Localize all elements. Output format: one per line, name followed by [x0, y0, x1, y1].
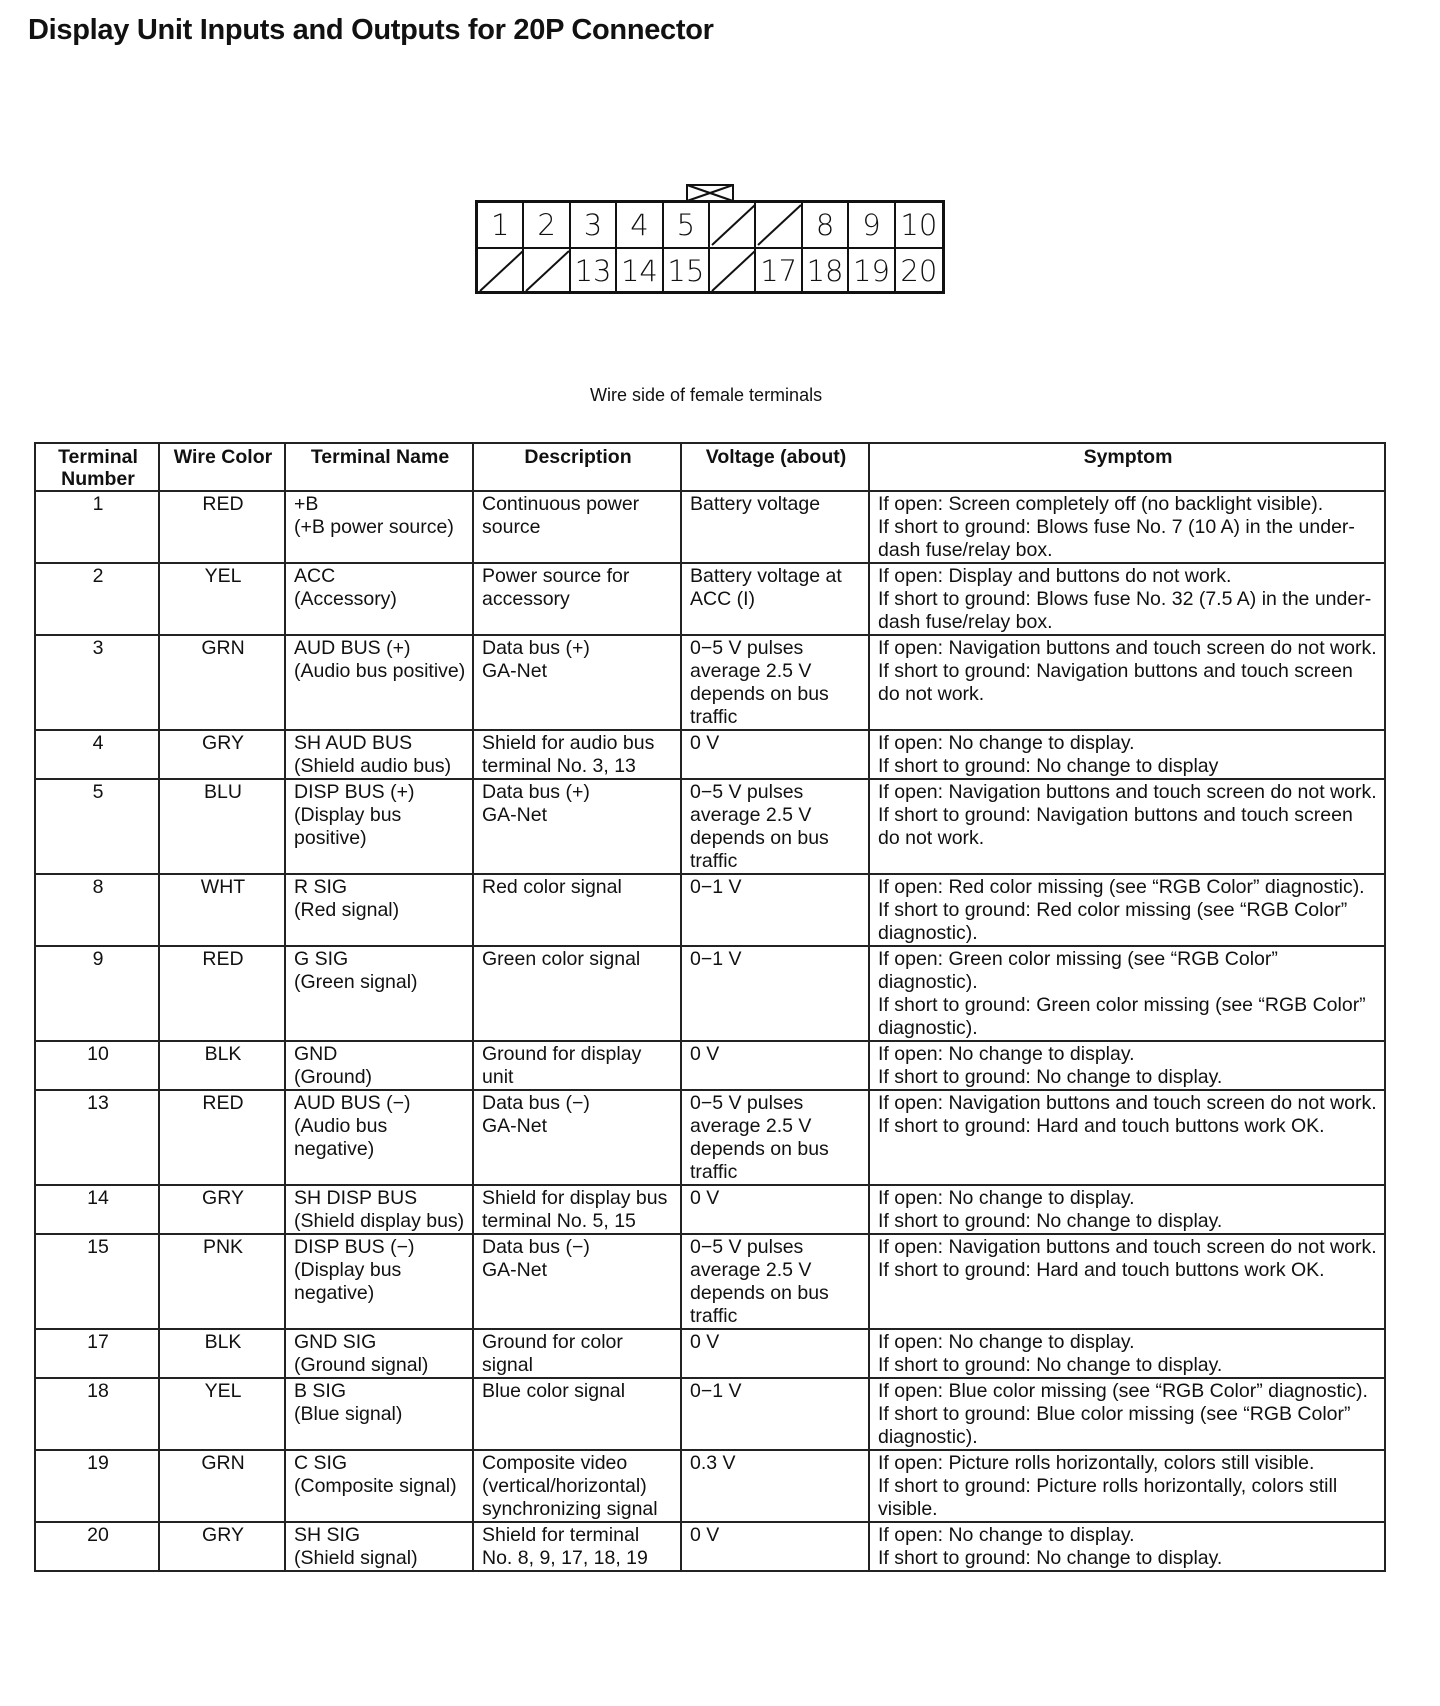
symptom-line: If short to ground: Red color missing (see “RGB Color” diagnostic).: [878, 899, 1348, 944]
symptom-line: If open: Blue color missing (see “RGB Color” diagnostic).: [878, 1380, 1368, 1402]
terminal-number-cell: 19: [35, 1450, 159, 1522]
symptom-line: If open: Navigation buttons and touch screen do not work.: [878, 1236, 1377, 1258]
wire-color-cell: GRY: [159, 1522, 285, 1571]
wire-color-cell: YEL: [159, 563, 285, 635]
symptom-cell: [869, 946, 1385, 1041]
connector-pin: 20: [900, 254, 938, 288]
symptom-line: If short to ground: No change to display.: [878, 1354, 1223, 1376]
connector-pin: 15: [664, 249, 710, 293]
page-title: Display Unit Inputs and Outputs for 20P Connector: [28, 14, 714, 46]
symptom-line: If short to ground: No change to display.: [878, 1066, 1223, 1088]
header-symptom: Symptom: [869, 443, 1385, 491]
symptom-line: If open: Navigation buttons and touch screen do not work.: [878, 781, 1377, 803]
voltage-cell: 0 V: [681, 1522, 869, 1571]
header-description: Description: [473, 443, 681, 491]
terminal-number-cell: 14: [35, 1185, 159, 1234]
terminal-number-cell: 20: [35, 1522, 159, 1571]
connector-pin: 2: [524, 203, 570, 247]
wire-color-cell: RED: [159, 1090, 285, 1185]
symptom-line: If short to ground: Blows fuse No. 32 (7.5 A) in the under-dash fuse/relay box.: [878, 588, 1372, 633]
table-row: [35, 1450, 1385, 1522]
symptom-cell: [869, 1522, 1385, 1571]
symptom-line: If short to ground: Navigation buttons and touch screen do not work.: [878, 804, 1353, 849]
connector-unused-cavity: [710, 203, 756, 247]
terminal-name-cell: DISP BUS (+) (Display bus positive): [285, 779, 473, 874]
terminal-number-cell: 2: [35, 563, 159, 635]
symptom-cell: [869, 635, 1385, 730]
symptom-line: If open: Picture rolls horizontally, colors still visible.: [878, 1452, 1315, 1474]
terminal-name-cell: AUD BUS (−) (Audio bus negative): [285, 1090, 473, 1185]
table-row: [35, 1185, 1385, 1234]
wire-color-cell: BLK: [159, 1041, 285, 1090]
connector-unused-cavity: [756, 203, 802, 247]
symptom-line: If open: No change to display.: [878, 1043, 1135, 1065]
description-cell: Shield for display bus terminal No. 5, 15: [473, 1185, 681, 1234]
description-cell: Composite video (vertical/horizontal) synchronizing signal: [473, 1450, 681, 1522]
symptom-line: If short to ground: Picture rolls horizontally, colors still visible.: [878, 1475, 1338, 1520]
terminal-number-cell: 9: [35, 946, 159, 1041]
connector-pin: 13: [571, 249, 617, 293]
header-wire-color: Wire Color: [159, 443, 285, 491]
symptom-line: If open: Green color missing (see “RGB Color” diagnostic).: [878, 948, 1278, 993]
terminal-number-cell: 10: [35, 1041, 159, 1090]
terminal-name-cell: AUD BUS (+) (Audio bus positive): [285, 635, 473, 730]
voltage-cell: Battery voltage at ACC (I): [681, 563, 869, 635]
symptom-line: If open: Navigation buttons and touch screen do not work.: [878, 1092, 1377, 1114]
wire-color-cell: GRN: [159, 1450, 285, 1522]
terminal-number-cell: 3: [35, 635, 159, 730]
voltage-cell: 0−1 V: [681, 1378, 869, 1450]
table-row: [35, 1041, 1385, 1090]
terminal-number-cell: 18: [35, 1378, 159, 1450]
description-cell: Data bus (+) GA-Net: [473, 779, 681, 874]
connector-top-row: [478, 203, 942, 249]
voltage-cell: 0−5 V pulses average 2.5 V depends on bus traffic: [681, 1090, 869, 1185]
wire-color-cell: WHT: [159, 874, 285, 946]
voltage-cell: 0−1 V: [681, 874, 869, 946]
table-row: [35, 1378, 1385, 1450]
connector-pin: 14: [617, 249, 663, 293]
voltage-cell: 0 V: [681, 1185, 869, 1234]
table-header-row: [35, 443, 1385, 491]
symptom-cell: [869, 779, 1385, 874]
voltage-cell: 0 V: [681, 1329, 869, 1378]
symptom-cell: [869, 730, 1385, 779]
description-cell: Shield for terminal No. 8, 9, 17, 18, 19: [473, 1522, 681, 1571]
terminal-name-cell: GND SIG (Ground signal): [285, 1329, 473, 1378]
symptom-cell: [869, 1041, 1385, 1090]
symptom-cell: [869, 1378, 1385, 1450]
terminal-name-cell: B SIG (Blue signal): [285, 1378, 473, 1450]
wire-color-cell: YEL: [159, 1378, 285, 1450]
table-row: [35, 874, 1385, 946]
connector-caption: Wire side of female terminals: [590, 385, 823, 405]
wire-color-cell: BLK: [159, 1329, 285, 1378]
symptom-line: If open: Screen completely off (no backlight visible).: [878, 493, 1324, 515]
voltage-cell: 0−5 V pulses average 2.5 V depends on bus traffic: [681, 779, 869, 874]
symptom-line: If open: No change to display.: [878, 1524, 1135, 1546]
symptom-line: If short to ground: Green color missing (see “RGB Color” diagnostic).: [878, 994, 1366, 1039]
table-row: [35, 1522, 1385, 1571]
terminal-number-cell: 8: [35, 874, 159, 946]
connector-pin: 19: [849, 249, 895, 293]
symptom-line: If short to ground: Blue color missing (see “RGB Color” diagnostic).: [878, 1403, 1351, 1448]
description-cell: Shield for audio bus terminal No. 3, 13: [473, 730, 681, 779]
symptom-line: If open: Navigation buttons and touch screen do not work.: [878, 637, 1377, 659]
symptom-cell: [869, 1185, 1385, 1234]
voltage-cell: 0−1 V: [681, 946, 869, 1041]
table-row: [35, 635, 1385, 730]
symptom-cell: [869, 1329, 1385, 1378]
connector-pin: 17: [756, 249, 802, 293]
connector-pin: 18: [803, 249, 849, 293]
table-row: [35, 491, 1385, 563]
symptom-line: If short to ground: No change to display.: [878, 1547, 1223, 1569]
symptom-line: If short to ground: No change to display: [878, 755, 1219, 777]
table-row: [35, 1090, 1385, 1185]
connector-unused-cavity: [710, 249, 756, 293]
description-cell: Power source for accessory: [473, 563, 681, 635]
connector-pin: 1: [478, 203, 524, 247]
voltage-cell: 0 V: [681, 730, 869, 779]
symptom-line: If open: No change to display.: [878, 1331, 1135, 1353]
description-cell: Data bus (+) GA-Net: [473, 635, 681, 730]
wire-color-cell: BLU: [159, 779, 285, 874]
connector-pin: 4: [617, 203, 663, 247]
wire-color-cell: GRY: [159, 730, 285, 779]
description-cell: Red color signal: [473, 874, 681, 946]
terminal-number-cell: 17: [35, 1329, 159, 1378]
connector-pin: 10: [900, 208, 938, 242]
header-voltage: Voltage (about): [681, 443, 869, 491]
wire-color-cell: PNK: [159, 1234, 285, 1329]
symptom-cell: [869, 1090, 1385, 1185]
terminal-name-cell: G SIG (Green signal): [285, 946, 473, 1041]
symptom-line: If short to ground: No change to display.: [878, 1210, 1223, 1232]
wire-color-cell: RED: [159, 491, 285, 563]
wire-color-cell: RED: [159, 946, 285, 1041]
symptom-line: If open: Red color missing (see “RGB Color” diagnostic).: [878, 876, 1365, 898]
connector-unused-cavity: [524, 249, 570, 293]
table-row: [35, 779, 1385, 874]
symptom-line: If short to ground: Hard and touch buttons work OK.: [878, 1259, 1325, 1281]
terminal-name-cell: SH SIG (Shield signal): [285, 1522, 473, 1571]
terminal-name-cell: +B (+B power source): [285, 491, 473, 563]
table-row: [35, 730, 1385, 779]
terminal-name-cell: C SIG (Composite signal): [285, 1450, 473, 1522]
symptom-line: If short to ground: Navigation buttons and touch screen do not work.: [878, 660, 1353, 705]
connector-bottom-row: [478, 249, 942, 293]
terminal-number-cell: 1: [35, 491, 159, 563]
voltage-cell: 0−5 V pulses average 2.5 V depends on bus traffic: [681, 1234, 869, 1329]
symptom-cell: [869, 1234, 1385, 1329]
description-cell: Data bus (−) GA-Net: [473, 1090, 681, 1185]
symptom-line: If open: No change to display.: [878, 1187, 1135, 1209]
symptom-line: If open: No change to display.: [878, 732, 1135, 754]
terminal-name-cell: ACC (Accessory): [285, 563, 473, 635]
terminal-name-cell: SH DISP BUS (Shield display bus): [285, 1185, 473, 1234]
symptom-cell: [869, 563, 1385, 635]
description-cell: Ground for color signal: [473, 1329, 681, 1378]
symptom-cell: [869, 491, 1385, 563]
terminal-number-cell: 15: [35, 1234, 159, 1329]
table-row: [35, 563, 1385, 635]
header-terminal-name: Terminal Name: [285, 443, 473, 491]
terminal-name-cell: GND (Ground): [285, 1041, 473, 1090]
connector-unused-cavity: [478, 249, 524, 293]
symptom-line: If short to ground: Blows fuse No. 7 (10 A) in the under-dash fuse/relay box.: [878, 516, 1355, 561]
voltage-cell: 0 V: [681, 1041, 869, 1090]
terminal-number-cell: 5: [35, 779, 159, 874]
terminal-number-cell: 4: [35, 730, 159, 779]
symptom-cell: [869, 1450, 1385, 1522]
symptom-line: If short to ground: Hard and touch buttons work OK.: [878, 1115, 1325, 1137]
symptom-cell: [869, 874, 1385, 946]
io-table: [34, 442, 1386, 1572]
description-cell: Continuous power source: [473, 491, 681, 563]
wire-color-cell: GRN: [159, 635, 285, 730]
description-cell: Blue color signal: [473, 1378, 681, 1450]
voltage-cell: Battery voltage: [681, 491, 869, 563]
terminal-name-cell: DISP BUS (−) (Display bus negative): [285, 1234, 473, 1329]
header-terminal-number: Terminal Number: [35, 443, 159, 491]
voltage-cell: 0−5 V pulses average 2.5 V depends on bus traffic: [681, 635, 869, 730]
table-row: [35, 1234, 1385, 1329]
wire-color-cell: GRY: [159, 1185, 285, 1234]
voltage-cell: 0.3 V: [681, 1450, 869, 1522]
description-cell: Ground for display unit: [473, 1041, 681, 1090]
connector-pin: 5: [664, 203, 710, 247]
connector-diagram: [475, 200, 945, 294]
description-cell: Data bus (−) GA-Net: [473, 1234, 681, 1329]
connector-pin: 3: [571, 203, 617, 247]
symptom-line: If open: Display and buttons do not work.: [878, 565, 1232, 587]
description-cell: Green color signal: [473, 946, 681, 1041]
connector-pin: 9: [849, 203, 895, 247]
terminal-name-cell: SH AUD BUS (Shield audio bus): [285, 730, 473, 779]
table-row: [35, 946, 1385, 1041]
connector-pin: 8: [803, 203, 849, 247]
terminal-name-cell: R SIG (Red signal): [285, 874, 473, 946]
table-row: [35, 1329, 1385, 1378]
terminal-number-cell: 13: [35, 1090, 159, 1185]
